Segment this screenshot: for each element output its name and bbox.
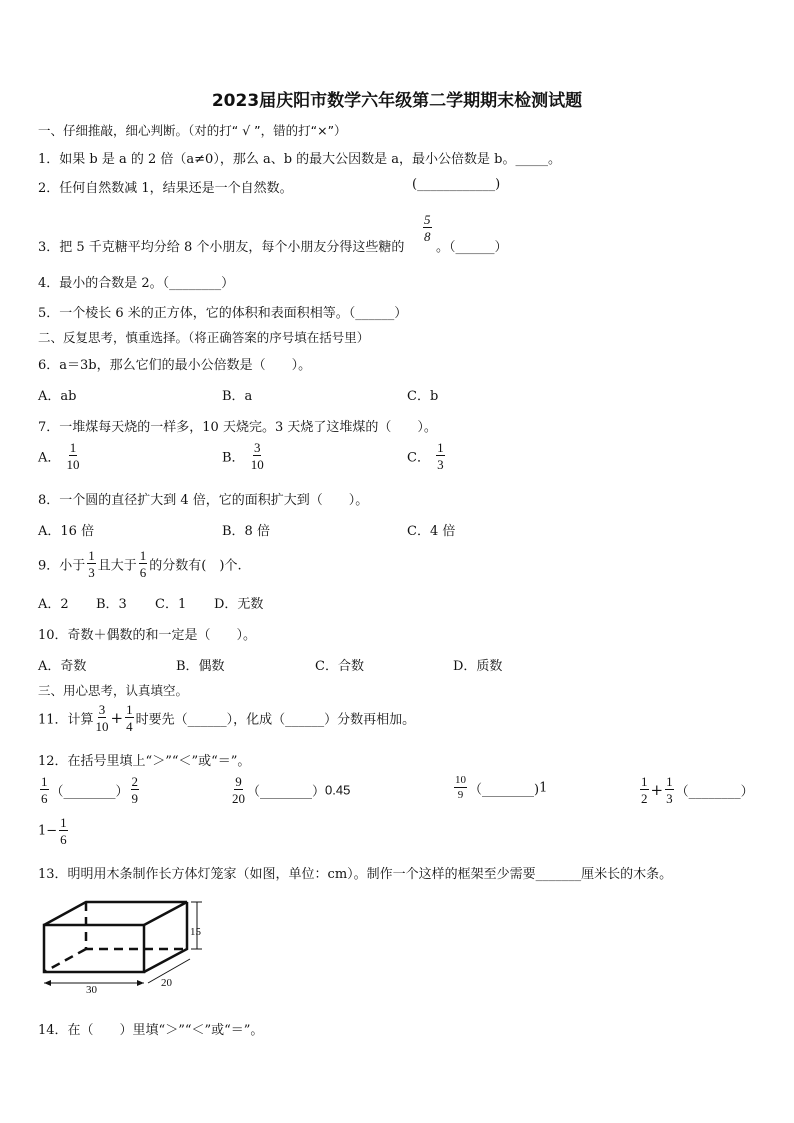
question-13: 13．明明用木条制作长方体灯笼家（如图，单位：cm）。制作一个这样的框架至少需要_______厘米长的木条。 <box>38 867 673 882</box>
fraction-numerator: 1 <box>139 548 147 563</box>
fraction-denominator: 6 <box>41 791 48 806</box>
answer-blank: （________） <box>675 784 754 800</box>
fraction-numerator: 1 <box>88 548 95 563</box>
option-fraction <box>67 441 80 471</box>
question-9-fraction-1 <box>87 549 96 579</box>
cuboid-hidden-edge <box>44 949 86 972</box>
fraction-denominator: 6 <box>139 565 147 580</box>
question-2-blank: (____________) <box>412 177 501 192</box>
option-label: B． <box>222 450 245 466</box>
option-b <box>222 441 266 471</box>
page-title: 2023届庆阳市数学六年级第二学期期末检测试题 <box>211 91 583 111</box>
option-c <box>407 441 447 471</box>
option-fraction <box>436 441 445 471</box>
plus-sign: + <box>650 781 664 799</box>
cuboid-diagram <box>30 893 220 998</box>
question-10: 10．奇数＋偶数的和一定是（ ）。 <box>38 628 257 643</box>
fraction-denominator: 20 <box>232 791 245 806</box>
question-3-fraction <box>423 213 432 243</box>
question-11-fraction-1 <box>96 703 109 733</box>
fraction-denominator: 4 <box>126 719 133 734</box>
question-8: 8．一个圆的直径扩大到 4 倍，它的面积扩大到（ ）。 <box>38 493 369 508</box>
answer-blank: （________) <box>469 782 540 798</box>
fraction <box>232 775 245 805</box>
fraction-numerator: 1 <box>641 774 648 789</box>
question-2: 2．任何自然数减 1，结果还是一个自然数。 <box>38 181 293 196</box>
answer-blank: （________） <box>50 784 129 800</box>
option-c: C．1 <box>155 597 187 612</box>
option-c: C．合数 <box>315 659 364 674</box>
comparison-item-5 <box>38 816 70 846</box>
width-label: 20 <box>161 977 172 989</box>
option-a <box>38 441 82 471</box>
comparison-item-1 <box>38 775 141 805</box>
fraction-numerator: 10 <box>455 774 466 786</box>
fraction-denominator: 10 <box>95 719 109 734</box>
option-d: D．无数 <box>214 597 264 612</box>
fraction-numerator: 1 <box>41 774 48 789</box>
fraction <box>40 775 49 805</box>
question-6: 6．a＝3b，那么它们的最小公倍数是（ ）。 <box>38 358 312 373</box>
fraction <box>131 775 140 805</box>
fraction-numerator: 1 <box>60 815 67 830</box>
fraction-numerator: 2 <box>131 774 139 789</box>
fraction-denominator: 2 <box>641 791 648 806</box>
fraction-denominator: 8 <box>424 229 431 244</box>
question-9-tail: 的分数有( )个. <box>149 558 242 574</box>
question-7: 7．一堆煤每天烧的一样多，10 天烧完。3 天烧了这堆煤的（ ）。 <box>38 420 437 435</box>
question-9-prefix: 9．小于 <box>38 558 86 574</box>
fraction-denominator: 10 <box>250 457 264 472</box>
fraction <box>640 775 649 805</box>
cuboid-top-edges <box>44 902 187 925</box>
section-heading-2: 二、反复思考，慎重选择。（将正确答案的序号填在括号里） <box>38 330 370 345</box>
fraction-numerator: 1 <box>126 702 133 717</box>
plus-sign: + <box>110 709 124 727</box>
comparison-item-2 <box>230 775 350 805</box>
fraction-denominator: 3 <box>88 565 95 580</box>
fraction-denominator: 6 <box>60 832 67 847</box>
fraction <box>59 816 68 846</box>
length-arrow-left <box>44 980 51 986</box>
section-heading-3: 三、用心思考，认真填空。 <box>38 683 189 698</box>
option-a: A．奇数 <box>38 659 87 674</box>
option-a: A．ab <box>38 389 77 404</box>
option-c: C．4 倍 <box>407 524 456 539</box>
whole-part: 1− <box>38 823 58 839</box>
comparison-item-4 <box>638 775 754 805</box>
option-label: C． <box>407 450 430 466</box>
option-b: B．3 <box>96 597 127 612</box>
fraction-denominator: 9 <box>457 789 464 801</box>
fraction-numerator: 9 <box>235 774 242 789</box>
option-d: D．质数 <box>453 659 503 674</box>
answer-blank: （________） <box>247 784 326 800</box>
section-heading-1: 一、仔细推敲，细心判断。（对的打“ √ ”，错的打“×”） <box>38 123 347 138</box>
height-label: 15 <box>190 926 201 938</box>
fraction-numerator: 3 <box>253 440 261 455</box>
fraction-denominator: 3 <box>437 457 444 472</box>
option-a: A．2 <box>38 597 69 612</box>
question-9-mid: 且大于 <box>97 558 137 574</box>
question-9 <box>38 549 242 579</box>
fraction-numerator: 1 <box>437 440 444 455</box>
question-1: 1．如果 b 是 a 的 2 倍（a≠0），那么 a、b 的最大公因数是 a，最小公倍数是 b。_____。 <box>38 152 561 167</box>
question-3-tail: 。（______） <box>436 240 508 255</box>
comparison-item-3 <box>452 775 547 801</box>
question-14: 14．在（ ）里填“＞”“＜”或“＝”。 <box>38 1023 264 1038</box>
option-a: A．16 倍 <box>38 524 95 539</box>
compare-value: 1 <box>539 780 548 796</box>
question-11-prefix: 11．计算 <box>38 712 94 728</box>
option-fraction <box>251 441 264 471</box>
question-3 <box>38 236 404 255</box>
fraction-numerator: 5 <box>424 212 431 227</box>
question-4: 4．最小的合数是 2。（________） <box>38 276 235 291</box>
fraction <box>454 775 467 801</box>
fraction-denominator: 9 <box>131 791 139 806</box>
question-11 <box>38 703 415 733</box>
option-c: C．b <box>407 389 439 404</box>
option-b: B．偶数 <box>176 659 225 674</box>
fraction-numerator: 1 <box>69 440 77 455</box>
question-12: 12．在括号里填上“＞”“＜”或“＝”。 <box>38 754 251 769</box>
question-9-fraction-2 <box>139 549 148 579</box>
fraction-numerator: 1 <box>666 774 673 789</box>
option-b: B．8 倍 <box>222 524 270 539</box>
compare-value: 0.45 <box>325 782 351 798</box>
question-11-tail: 时要先（______），化成（______）分数再相加。 <box>135 712 416 728</box>
fraction-denominator: 3 <box>666 791 673 806</box>
fraction-denominator: 10 <box>66 457 80 472</box>
fraction <box>665 775 674 805</box>
length-label: 30 <box>86 984 97 996</box>
fraction-numerator: 3 <box>98 702 106 717</box>
question-3-text: 3．把 5 千克糖平均分给 8 个小朋友，每个小朋友分得这些糖的 <box>38 240 405 255</box>
length-arrow-right <box>137 980 144 986</box>
question-5: 5．一个棱长 6 米的正方体，它的体积和表面积相等。（______） <box>38 306 408 321</box>
option-label: A． <box>38 450 61 466</box>
question-11-fraction-2 <box>125 703 134 733</box>
option-b: B．a <box>222 389 253 404</box>
